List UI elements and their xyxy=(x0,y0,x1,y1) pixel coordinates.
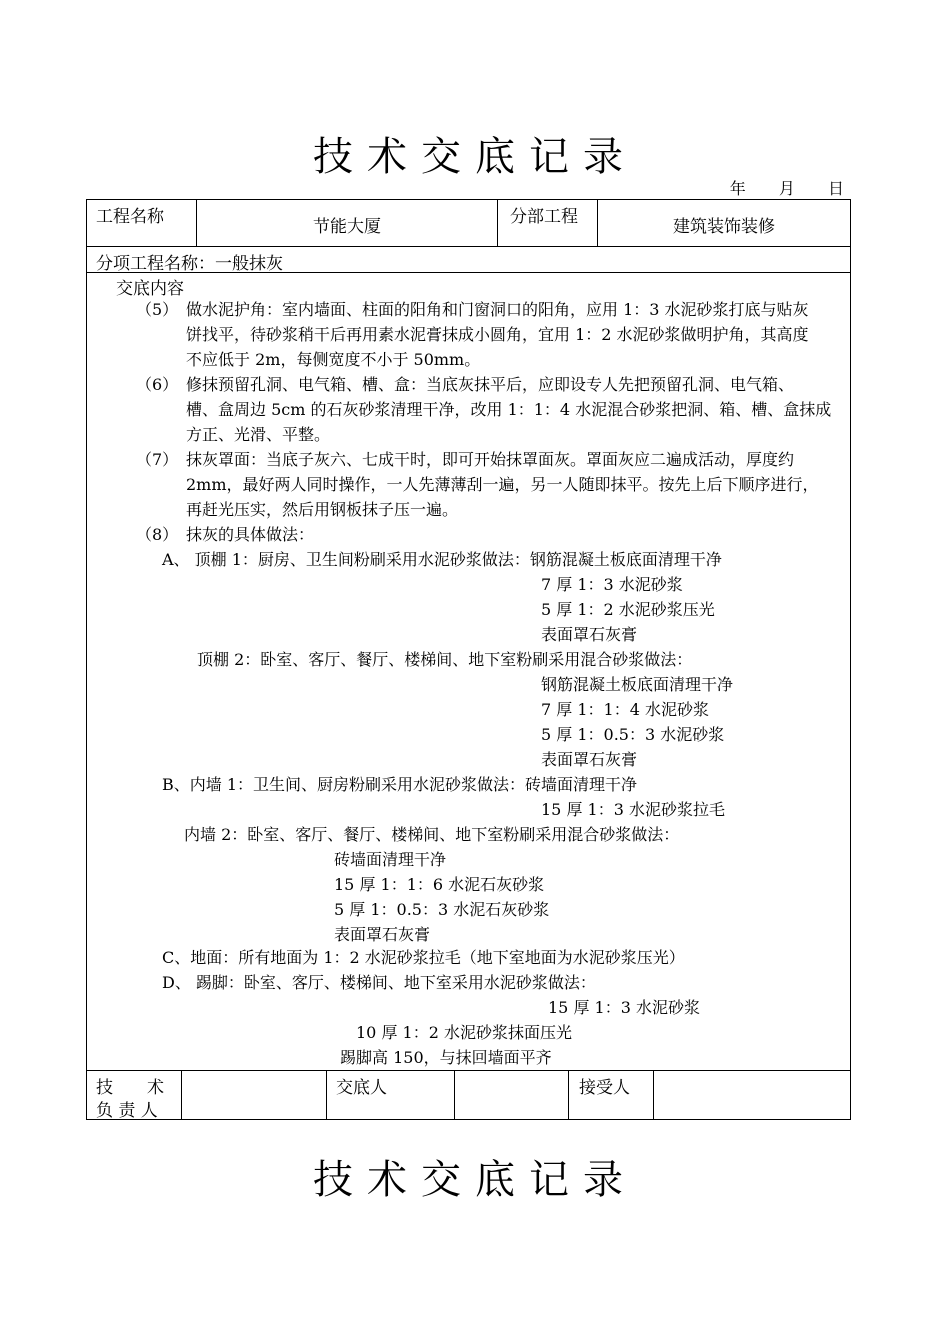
floor-line: C、地面：所有地面为 1：2 水泥砂浆拉毛（地下室地面为水泥砂浆压光） xyxy=(162,948,685,967)
division-value: 建筑装饰装修 xyxy=(673,217,775,237)
skirting-step: 踢脚高 150，与抹回墙面平齐 xyxy=(340,1048,552,1067)
ceiling-1-step: 表面罩石灰膏 xyxy=(541,625,638,644)
date-day: 日 xyxy=(827,179,844,198)
ceiling-2-step: 表面罩石灰膏 xyxy=(541,750,638,769)
wall-2-heading: 内墙 2：卧室、客厅、餐厅、楼梯间、地下室粉刷采用混合砂浆做法： xyxy=(184,825,680,844)
project-name-value: 节能大厦 xyxy=(313,217,381,237)
ceiling-1-step: 5 厚 1：2 水泥砂浆压光 xyxy=(541,600,715,619)
project-name-label: 工程名称 xyxy=(96,207,164,227)
wall-1-step: 15 厚 1：3 水泥砂浆拉毛 xyxy=(541,800,725,819)
wall-2-step: 表面罩石灰膏 xyxy=(334,925,431,944)
document-title: 技术交底记录 xyxy=(313,134,637,180)
item-number: （7） xyxy=(136,450,179,469)
item-line: 再赶光压实，然后用钢板抹子压一遍。 xyxy=(186,500,459,519)
date-year: 年 xyxy=(729,179,746,198)
wall-2-step: 砖墙面清理干净 xyxy=(334,850,447,869)
division-label: 分部工程 xyxy=(510,207,578,227)
ceiling-1-heading: A、 顶棚 1：厨房、卫生间粉刷采用水泥砂浆做法：钢筋混凝土板底面清理干净 xyxy=(162,550,722,569)
item-line: 做水泥护角：室内墙面、柱面的阳角和门窗洞口的阳角，应用 1：3 水泥砂浆打底与贴灰 xyxy=(186,300,809,319)
item-line: 抹灰的具体做法： xyxy=(186,525,315,544)
item-line: 2mm，最好两人同时操作，一人先薄薄刮一遍，另一人随即抹平。按先上后下顺序进行， xyxy=(186,475,819,494)
wall-2-step: 15 厚 1：1：6 水泥石灰砂浆 xyxy=(334,875,545,894)
subitem-name: 分项工程名称：一般抹灰 xyxy=(96,254,283,274)
ceiling-2-step: 钢筋混凝土板底面清理干净 xyxy=(541,675,734,694)
item-line: 槽、盒周边 5cm 的石灰砂浆清理干净，改用 1：1：4 水泥混合砂浆把洞、箱、槽、盒抹成 xyxy=(186,400,832,419)
date-month: 月 xyxy=(778,179,795,198)
skirting-step: 15 厚 1：3 水泥砂浆 xyxy=(548,998,700,1017)
receiver-label: 接受人 xyxy=(579,1078,630,1098)
item-number: （8） xyxy=(136,525,179,544)
tech-lead-label-line2: 负 责 人 xyxy=(96,1101,158,1121)
wall-2-step: 5 厚 1：0.5：3 水泥石灰砂浆 xyxy=(334,900,550,919)
ceiling-2-step: 5 厚 1：0.5：3 水泥砂浆 xyxy=(541,725,725,744)
item-line: 饼找平，待砂浆稍干后再用素水泥膏抹成小圆角，宜用 1：2 水泥砂浆做明护角，其高度 xyxy=(186,325,809,344)
item-number: （6） xyxy=(136,375,179,394)
item-line: 方正、光滑、平整。 xyxy=(186,425,331,444)
ceiling-2-step: 7 厚 1：1：4 水泥砂浆 xyxy=(541,700,709,719)
item-line: 不应低于 2m，每侧宽度不小于 50mm。 xyxy=(186,350,481,369)
ceiling-1-step: 7 厚 1：3 水泥砂浆 xyxy=(541,575,683,594)
skirting-heading: D、 踢脚：卧室、客厅、楼梯间、地下室采用水泥砂浆做法： xyxy=(162,973,596,992)
ceiling-2-heading: 顶棚 2：卧室、客厅、餐厅、楼梯间、地下室粉刷采用混合砂浆做法： xyxy=(197,650,693,669)
content-label: 交底内容 xyxy=(116,279,184,299)
next-page-title: 技术交底记录 xyxy=(313,1157,637,1203)
item-line: 抹灰罩面：当底子灰六、七成干时，即可开始抹罩面灰。罩面灰应二遍成活动，厚度约 xyxy=(186,450,795,469)
handover-person-label: 交底人 xyxy=(336,1078,387,1098)
item-number: （5） xyxy=(136,300,179,319)
item-line: 修抹预留孔洞、电气箱、槽、盒：当底灰抹平后，应即设专人先把预留孔洞、电气箱、 xyxy=(186,375,795,394)
wall-1-heading: B、内墙 1：卫生间、厨房粉刷采用水泥砂浆做法：砖墙面清理干净 xyxy=(162,775,638,794)
tech-lead-label-line1: 技 术 xyxy=(96,1078,164,1098)
date-line xyxy=(702,176,844,199)
skirting-step: 10 厚 1：2 水泥砂浆抹面压光 xyxy=(356,1023,572,1042)
